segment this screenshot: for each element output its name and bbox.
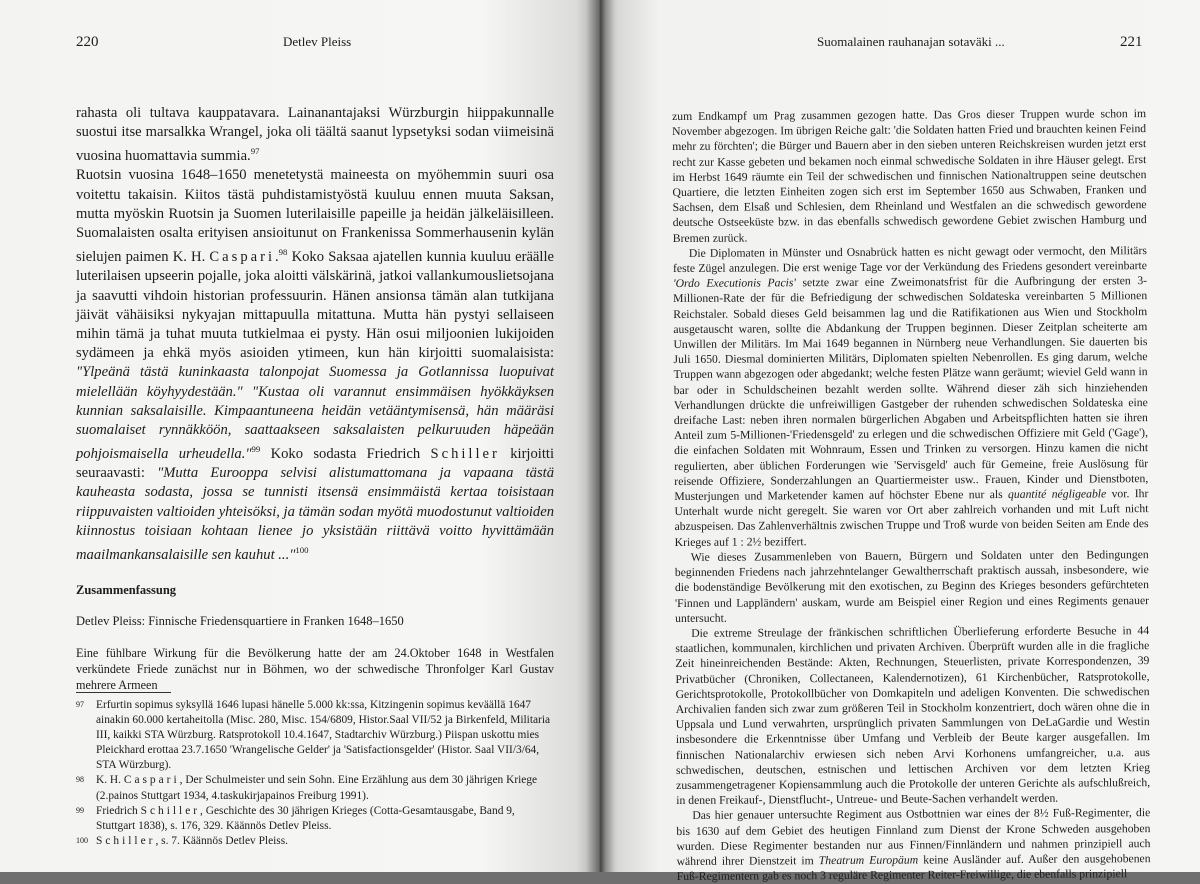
left-page	[0, 0, 600, 872]
page-number: 220	[76, 34, 99, 50]
paragraph	[676, 805, 1150, 884]
paragraph	[675, 547, 1149, 626]
footnote	[76, 804, 554, 834]
footnote-ref: 97	[250, 146, 260, 157]
text-run: Wie dieses Zusammenleben von Bauern, Bürgern und Soldaten unter den Bedingungen beginnenden Friedens nach jahrzehntelanger Gewaltherrschaft praktisch aussah, insbesondere, wie die bodenständige Bevölkerung mit den exotischen, zu Beginn des Krieges besonders gefürchteten 'Finnen und Lappländern' auskam, wurde am Beispiel einer Region und eines Regiments genauer untersucht.	[674, 547, 1150, 625]
running-head: Suomalainen rauhanajan sotaväki ...	[817, 34, 1005, 49]
spaced-name: Schiller	[140, 804, 201, 817]
footnote-ref: 98	[278, 247, 288, 258]
spaced-name: Caspari	[209, 249, 276, 266]
footnote	[76, 698, 554, 773]
footnote-number: 97	[76, 700, 84, 709]
text-run: Erfurtin sopimus syksyllä 1646 lupasi hänelle 5.000 kk:ssa, Kitzingenin sopimus keväällä 1647 ainakin 60.000 kertaheitolla (Misc. 280, Misc. 154/6809, Histor.Saal VII/52 ja Birkenfeld, Militaria III, kaikki STA Würzburg. Ratsprotokoll 10.4.1647, Stadtarchiv Würzburg.) Piispan uskottu mies Pleickhard erottaa 23.7.1650 'Wrangelische Gelder' ja 'Satisfactionsgelder' (Histor. Saal VII/3/64, STA Würzburg).	[96, 699, 551, 772]
text-run: , Der Schulmeister und sein Sohn. Eine Erzählung aus dem 30 jährigen Kriege (2.painos Stuttgart 1934, 4.taskukirjapainos Freiburg 1991).	[96, 774, 538, 802]
running-head: Detlev Pleiss	[283, 34, 352, 49]
text-run: kirjoitti seuraavasti:	[76, 446, 555, 482]
footnote-number: 99	[76, 805, 84, 815]
text-run: zum Endkampf um Prag zusammen gezogen hatte. Das Gros dieser Truppen wurde schon im November abgezogen. Im übrigen Reiche galt: 'die Soldaten hatten Fried und brauchten keinen Feind mehr zu förchten'; die Bürger und Bauern aber in den sieben unteren Reichskreisen wurden jetzt erst recht zur Kasse gebeten und bekamen noch einmal schwedische Soldaten in ihre Häuser gelegt. Erst im Herbst 1649 räumte ein Teil der schwedischen und finnischen Nationaltruppen seine deutschen Quartiere, die letzten Einheiten zogen sich erst im September 1650 aus Schwaben, Franken und Sachsen, dem Elsaß und Schlesien, dem Rheinland und Westfalen an die schwedisch gewordene deutsche Ostseeküste bzw. in das ebenfalls schwedisch gewordene Gebiet zwischen Hamburg und Bremen zurück.	[672, 107, 1147, 245]
text-run: .	[275, 249, 279, 266]
italic-run: 'Ordo Executionis Pacis'	[673, 276, 796, 291]
text-run: Das hier genauer untersuchte Regiment aus Ostbottnien war eines der 8½ Fuß-Regimenter, die bis 1630 auf dem Gebiet des heutigen Finnland zum Dienst der Krone Schweden ausgehoben wurden. Diese Regimenter bestanden nur aus Finnen/Finnländern und nahmen prinzipiell auch während ihrer Dienstzeit im	[676, 806, 1151, 868]
text-run: K. H.	[96, 774, 124, 787]
right-body-text	[672, 106, 1151, 884]
left-body-text	[76, 104, 554, 565]
text-run: Die Diplomaten in Münster und Osnabrück hatten es nicht gewagt oder vermocht, den Militärs feste Zügel anzulegen. Die erst wenige Tage vor der Verkündung des Friedens gesondert vereinbarte	[672, 243, 1148, 276]
text-run: Ruotsin vuosina 1648–1650 menetetystä maineesta on myöhemmin suuri osa voitettu takaisin. Kiitos tästä puhdistamistyöstä kuuluu ennen muuta Saksan, mutta myöskin Ruotsin ja Suomen luterilaisille papeille ja heidän jälkeläisilleen. Suomalaisten osalta erityisen ansioitunut on Frankenissa Sommerhausenin kylän sielujen paimen K. H.	[76, 167, 554, 266]
footnote	[76, 834, 554, 849]
spaced-name: Schiller	[96, 834, 156, 847]
summary-subtitle: Detlev Pleiss: Finnische Friedensquartiere in Franken 1648–1650	[76, 614, 404, 628]
italic-run: Theatrum Europäum	[818, 853, 919, 868]
summary-text: Eine fühlbare Wirkung für die Bevölkerung hatte der am 24.Oktober 1648 in Westfalen verkündete Friede zunächst nur in Böhmen, wo der schwedische Thronfolger Karl Gustav mehrere Armeen	[76, 646, 554, 692]
text-run: setzte zwar eine Zweimonatsfrist für die Aufbringung der ersten 3-Millionen-Rate der für die Befriedigung der schwedischen Soldateska vereinbarten 5 Millionen Reichstaler. Sobald dieses Geld beisammen lag und die Ratifikationen aus Wien und Stockholm ausgetauscht waren, sollte die Abdankung der Truppen beginnen. Dieser Zeitplan scheiterte am Unwillen der Militärs. Im Mai 1649 begannen in Nürnberg neue Verhandlungen. Sie dauerten bis Juli 1650. Diesmal dominierten Militärs, Diplomaten spielten Nebenrollen. Es ging darum, welche Truppen wann abgezogen oder abgedankt; welche festen Plätze wann geräumt; wieviel Geld wann in bar oder in Schuldscheinen bezahlt werden sollte. Während dieser zäh sich hinziehenden Verhandlungen drückte die unfreiwilligen Gastgeber der ruhenden schwedischen Soldateska eine dreifache Last: neben ihren normalen bürgerlichen Abgaben und Arbeitspflichten hatten sie ihren Anteil zum 5-Millionen-'Friedensgeld' zu erlegen und die schwedischen Offiziere mit Geld ('Gage'), die einfachen Soldaten mit Wohnraum, Essen und Trinken zu versorgen. Hinzu kamen die nicht regulierten, aber üblichen Forderungen wie 'Servisgeld' auch für Gemeine, freie Auslösung für reisende Offiziere, Sonderzahlungen an Quartiermeister usw.. Frauen, Kinder und Dienstboten, Musterjungen und Marketender kamen auf höchster Ebene nur als	[673, 274, 1149, 504]
book-gutter	[586, 0, 614, 872]
text-run: Koko sodasta Friedrich	[260, 446, 431, 463]
text-run: Die extreme Streulage der fränkischen schriftlichen Überlieferung erforderte Besuche in 44 staatlichen, kommunalen, kirchlichen und privaten Archiven. Überprüft wurden alle in die fragliche Zeit hineinreichenden Bestände: Akten, Rechnungen, Steuerlisten, private Korrespondenzen, 39 Privatbücher (Chroniken, Collectaneen, Kalendernotizen), 61 Kirchenbücher, Ratsprotokolle, Gerichtsprotokolle, Protokollbücher von Domkapiteln und adeligen Konventen. Die schwedischen Archivalien fanden sich zwar zum größeren Teil in Stockholm konzentriert, doch wären ohne die in Uppsala und Lund verwahrten, ursprünglich privaten Sammlungen von DeLaGardie und Westin insbesondere die Erkenntnisse über Umfang und Verbleib der Beute karger ausgefallen. Im finnischen Nationalarchiv erwiesen sich neben Arvi Korhonens umfangreicher, u.a. aus schwedischen, deutschen, estnischen und lettischen Archiven vor dem letzten Krieg zusammengetragener Kopiensammlung auch die Protokolle der unteren Gerichte als aufschlußreich, in denen Freikauf-, Dienstflucht-, Untreue- und Beute-Sachen verhandelt werden.	[675, 624, 1151, 808]
footnote-number: 100	[76, 835, 88, 845]
page-number: 221	[1120, 34, 1143, 50]
text-run: rahasta oli tultava kauppatavara. Lainanantajaksi Würzburgin hiippakunnalle suostui itse marsalkka Wrangel, joka oli täältä saanut lypsetyksi sodan viimeisinä vuosina huomattavia summia.	[76, 105, 554, 165]
paragraph	[76, 104, 554, 166]
footnote-ref: 99	[251, 444, 261, 455]
text-run: keine Ausländer auf. Außer den ausgehobenen Fuß-Regimentern gab es noch 3 reguläre Regimenter Reiter-Freiwillige, die ebenfalls prinzipiell	[676, 852, 1151, 884]
footnote-number: 98	[76, 775, 84, 785]
italic-run: "Mutta Eurooppa selvisi alistumattomana ja vapaana tästä kauheasta sodasta, jossa se tunnisti itsensä ensimmäistä kertaa toisistaan riippuvaisten valtioiden yhteisöksi, ja tämän sodan myötä muodostunut valtioiden kiinnostus toisiaan kohtaan lienee jo yksistään riittävä voitto hyvittämään maailmankansalaisille sen kauhut ..."	[76, 465, 554, 563]
text-run: , Geschichte des 30 jährigen Krieges (Cotta-Gesamtausgabe, Band 9, Stuttgart 1838), s. 176, 329. Käännös Detlev Pleiss.	[96, 804, 515, 832]
spaced-name: Caspari	[123, 774, 180, 787]
footnote-ref: 100	[295, 545, 309, 556]
italic-run: "Ylpeänä tästä kuninkaasta talonpojat Suomessa ja Gotlannissa luopuivat mielellään köyhyydestään." "Kustaa oli varannut ensimmäisen hyökkäyksen kunnian saksalaisille. Kimpaantuneena heidän vetääntymisensä, hän määräsi suomalaiset rynnäkköön, saattaakseen saksalaisten pelkuruuden häpeään pohjoismaisella urheudella."	[76, 364, 554, 463]
italic-run: quantité négligeable	[1007, 487, 1107, 502]
footnote	[76, 773, 554, 803]
spaced-name: Schiller	[430, 446, 500, 463]
text-run: , s. 7. Käännös Detlev Pleiss.	[155, 834, 288, 847]
summary-heading: Zusammenfassung	[76, 583, 177, 597]
footnotes	[76, 698, 554, 849]
text-run: Friedrich	[96, 804, 141, 817]
text-run: vor. Ihr Unterhalt wurde nicht geregelt. Sie waren vor Ort aber zahlreich vorhanden und mit Luft nicht abzuspeisen. Das Zahlenverhältnis zwischen Truppe und Troß wurde von beiden Seiten am Ende des Krieges auf 1 : 2½ beziffert.	[674, 487, 1149, 549]
footnote-rule	[76, 692, 171, 693]
text-run: Koko Saksaa ajatellen kunnia kuuluu eräälle luterilaisen upseerin pojalle, joka aloitti välskärinä, jatkoi vallankumouslietsojana ja saavutti vihdoin historian professuurin. Hänen ansionsa tämän alan tutkijana jäivät vähäisiksi nykyajan mittapuulla mitattuna. Mutta hän pystyi sellaiseen mihin tämä ja tuhat muuta tutkielmaa ei pysty. Hän osui miljoonien lukijoiden sydämeen ja ehkä myös asioiden ytimeen, kun hän kirjoitti suomalaisista:	[76, 249, 554, 362]
paragraph	[675, 623, 1150, 808]
paragraph	[672, 106, 1147, 246]
paragraph	[673, 243, 1149, 550]
paragraph	[76, 166, 554, 565]
